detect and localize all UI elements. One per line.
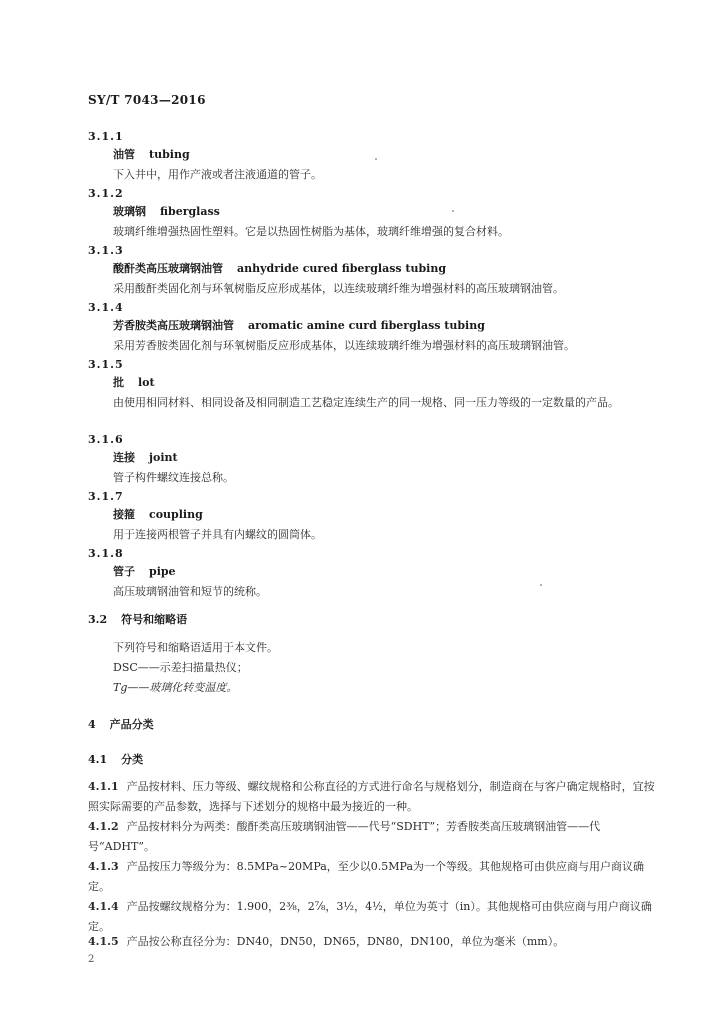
term-entry [88, 545, 658, 602]
term-definition: 采用酸酐类固化剂与环氧树脂反应形成基体，以连续玻璃纤维为增强材料的高压玻璃钢油管。 [113, 282, 564, 295]
term-number: 3.1.4 [88, 301, 124, 314]
standard-number: SY/T 7043—2016 [88, 93, 206, 107]
term-en: fiberglass [160, 205, 220, 218]
term-number: 3.1.2 [88, 187, 124, 200]
term-number: 3.1.8 [88, 547, 124, 560]
term-number: 3.1.6 [88, 433, 124, 446]
clause-paragraph [88, 932, 660, 952]
term-en: coupling [149, 508, 203, 521]
section-title: 分类 [121, 753, 144, 766]
term-zh: 芳香胺类高压玻璃钢油管 [113, 319, 234, 332]
term-entry [88, 299, 658, 356]
scan-speck [452, 210, 454, 212]
section-heading-4-1 [88, 751, 143, 767]
clause-text: 产品按材料、压力等级、螺纹规格和公称直径的方式进行命名与规格划分，制造商在与客户确定规格时，宜按照实际需要的产品参数，选择与下述划分的规格中最为接近的一种。 [88, 780, 655, 813]
term-title [88, 506, 658, 524]
chapter-heading-4 [88, 716, 154, 732]
term-en: joint [149, 451, 178, 464]
clause-number: 4.1.4 [88, 900, 119, 913]
term-en: tubing [149, 148, 190, 161]
term-entry [88, 356, 658, 413]
scan-speck [375, 158, 377, 160]
term-definition: 下入井中，用作产液或者注液通道的管子。 [113, 168, 322, 181]
chapter-title: 产品分类 [109, 718, 154, 731]
symbol-item: DSC——示差扫描量热仪； [113, 661, 248, 674]
term-number: 3.1.5 [88, 358, 124, 371]
term-definition: 由使用相同材料、相同设备及相同制造工艺稳定连续生产的同一规格、同一压力等级的一定数量的产品。 [113, 396, 619, 409]
clause-text: 产品按压力等级分为：8.5MPa~20MPa，至少以0.5MPa为一个等级。其他规格可由供应商与用户商议确定。 [88, 860, 645, 893]
term-zh: 接箍 [113, 508, 135, 521]
term-title [88, 563, 658, 581]
term-entry [88, 431, 658, 488]
term-zh: 批 [113, 376, 124, 389]
term-zh: 管子 [113, 565, 135, 578]
section-number: 3.2 [88, 613, 108, 626]
term-en: aromatic amine curd fiberglass tubing [248, 319, 485, 332]
term-title [88, 203, 658, 221]
term-definition: 采用芳香胺类固化剂与环氧树脂反应形成基体，以连续玻璃纤维为增强材料的高压玻璃钢油管。 [113, 339, 575, 352]
term-en: lot [138, 376, 155, 389]
term-entry [88, 128, 658, 185]
term-zh: 连接 [113, 451, 135, 464]
term-title [88, 317, 658, 335]
term-title [88, 374, 658, 392]
term-entry [88, 242, 658, 299]
clause-paragraph [88, 817, 660, 857]
symbol-item: Tg——玻璃化转变温度。 [113, 681, 238, 694]
clause-number: 4.1.3 [88, 860, 119, 873]
clause-text: 产品按螺纹规格分为：1.900，2⅜，2⅞，3½，4½，单位为英寸（in）。其他规格可由供应商与用户商议确定。 [88, 900, 652, 933]
term-en: pipe [149, 565, 176, 578]
term-zh: 玻璃钢 [113, 205, 146, 218]
section-title: 符号和缩略语 [121, 613, 188, 626]
clause-paragraph [88, 777, 660, 817]
scan-speck [540, 584, 542, 586]
clause-paragraph [88, 857, 660, 897]
clause-number: 4.1.2 [88, 820, 119, 833]
term-entry [88, 488, 658, 545]
term-en: anhydride cured fiberglass tubing [237, 262, 447, 275]
term-definition: 用于连接两根管子并具有内螺纹的圆筒体。 [113, 528, 322, 541]
term-definition: 高压玻璃钢油管和短节的统称。 [113, 585, 267, 598]
term-title [88, 260, 658, 278]
clause-number: 4.1.1 [88, 780, 119, 793]
term-number: 3.1.7 [88, 490, 124, 503]
term-definition: 玻璃纤维增强热固性塑料。它是以热固性树脂为基体，玻璃纤维增强的复合材料。 [113, 225, 509, 238]
clause-number: 4.1.5 [88, 935, 119, 948]
term-entry [88, 185, 658, 242]
chapter-number: 4 [88, 718, 96, 731]
term-title [88, 146, 658, 164]
symbols-intro: 下列符号和缩略语适用于本文件。 [113, 641, 278, 654]
clause-text: 产品按材料分为两类：酸酐类高压玻璃钢油管——代号“SDHT”；芳香胺类高压玻璃钢油管——代号“ADHT”。 [88, 820, 601, 853]
term-zh: 油管 [113, 148, 135, 161]
clause-paragraph [88, 897, 660, 937]
section-heading-3-2 [88, 611, 187, 627]
term-number: 3.1.1 [88, 130, 124, 143]
page-number: 2 [88, 954, 95, 965]
section-number: 4.1 [88, 753, 108, 766]
term-zh: 酸酐类高压玻璃钢油管 [113, 262, 223, 275]
term-number: 3.1.3 [88, 244, 124, 257]
clause-text: 产品按公称直径分为：DN40，DN50，DN65，DN80，DN100，单位为毫米（mm）。 [126, 935, 565, 948]
term-title [88, 449, 658, 467]
term-definition: 管子构件螺纹连接总称。 [113, 471, 234, 484]
